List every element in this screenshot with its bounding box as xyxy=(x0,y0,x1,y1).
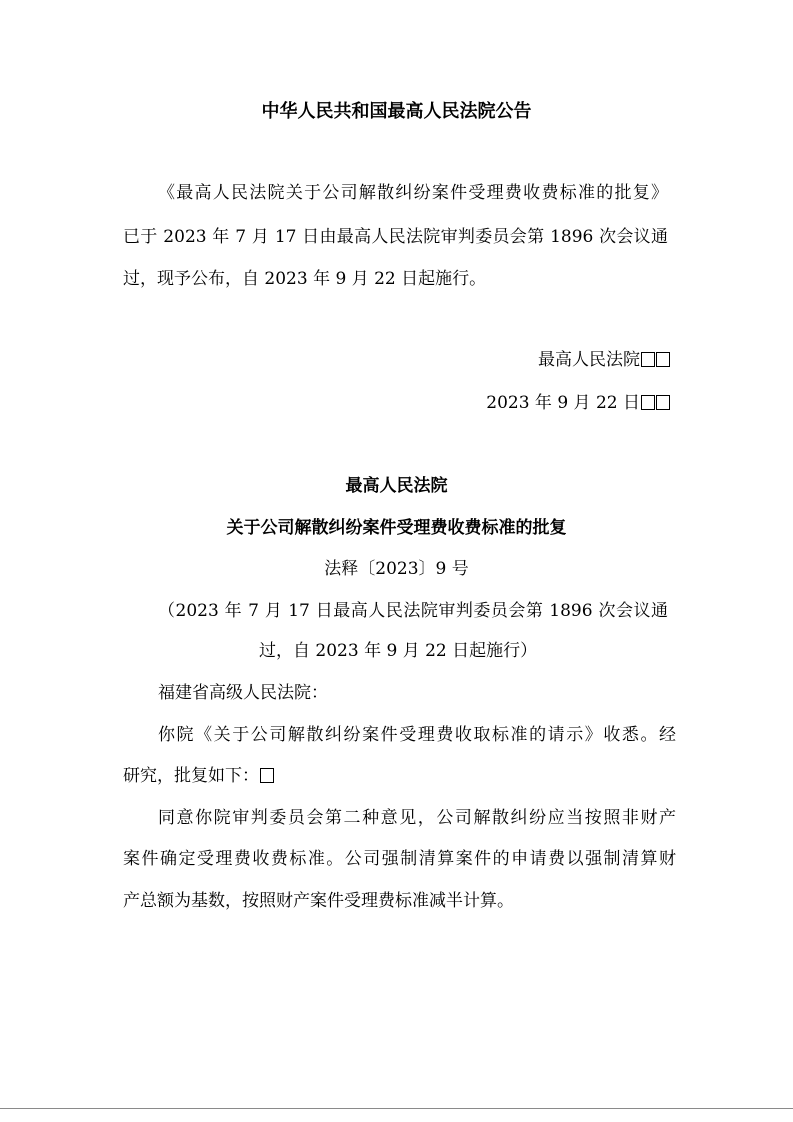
box-glyph xyxy=(656,395,670,410)
announcement-title: 中华人民共和国最高人民法院公告 xyxy=(261,101,532,122)
announcement-body-line-3: 过，现予公布，自 2023 年 9 月 22 日起施行。 xyxy=(123,269,487,289)
announcement-date xyxy=(486,392,670,414)
reply-para2-line-2: 案件确定受理费收费标准。公司强制清算案件的申请费以强制清算财 xyxy=(123,849,676,869)
box-glyph xyxy=(260,768,274,783)
reply-adoption-line-2: 过，自 2023 年 9 月 22 日起施行） xyxy=(259,641,538,661)
reply-para2-line-3: 产总额为基数，按照财产案件受理费标准减半计算。 xyxy=(123,891,514,911)
date-text: 2023 年 9 月 22 日 xyxy=(486,393,640,413)
box-glyph xyxy=(641,395,655,410)
reply-para1-line-1: 你院《关于公司解散纠纷案件受理费收取标准的请示》收悉。经 xyxy=(158,725,676,745)
reply-title-line-2: 关于公司解散纠纷案件受理费收费标准的批复 xyxy=(226,518,567,538)
para1-line-2-text: 研究，批复如下： xyxy=(123,766,259,786)
announcement-signature xyxy=(538,349,670,371)
announcement-body-line-2: 已于 2023 年 7 月 17 日由最高人民法院审判委员会第 1896 次会议通 xyxy=(123,227,668,247)
announcement-body-line-1: 《最高人民法院关于公司解散纠纷案件受理费收费标准的批复》 xyxy=(158,183,668,203)
reply-doc-number: 法释〔2023〕9 号 xyxy=(324,559,469,579)
reply-para2-line-1: 同意你院审判委员会第二种意见，公司解散纠纷应当按照非财产 xyxy=(158,808,676,828)
reply-para1-line-2 xyxy=(123,765,274,787)
reply-addressee: 福建省高级人民法院： xyxy=(158,683,328,703)
box-glyph xyxy=(656,352,670,367)
reply-title-line-1: 最高人民法院 xyxy=(345,476,448,496)
reply-adoption-line-1: （2023 年 7 月 17 日最高人民法院审判委员会第 1896 次会议通 xyxy=(158,601,668,621)
box-glyph xyxy=(641,352,655,367)
signature-text: 最高人民法院 xyxy=(538,350,640,370)
page-bottom-border xyxy=(0,1108,793,1109)
